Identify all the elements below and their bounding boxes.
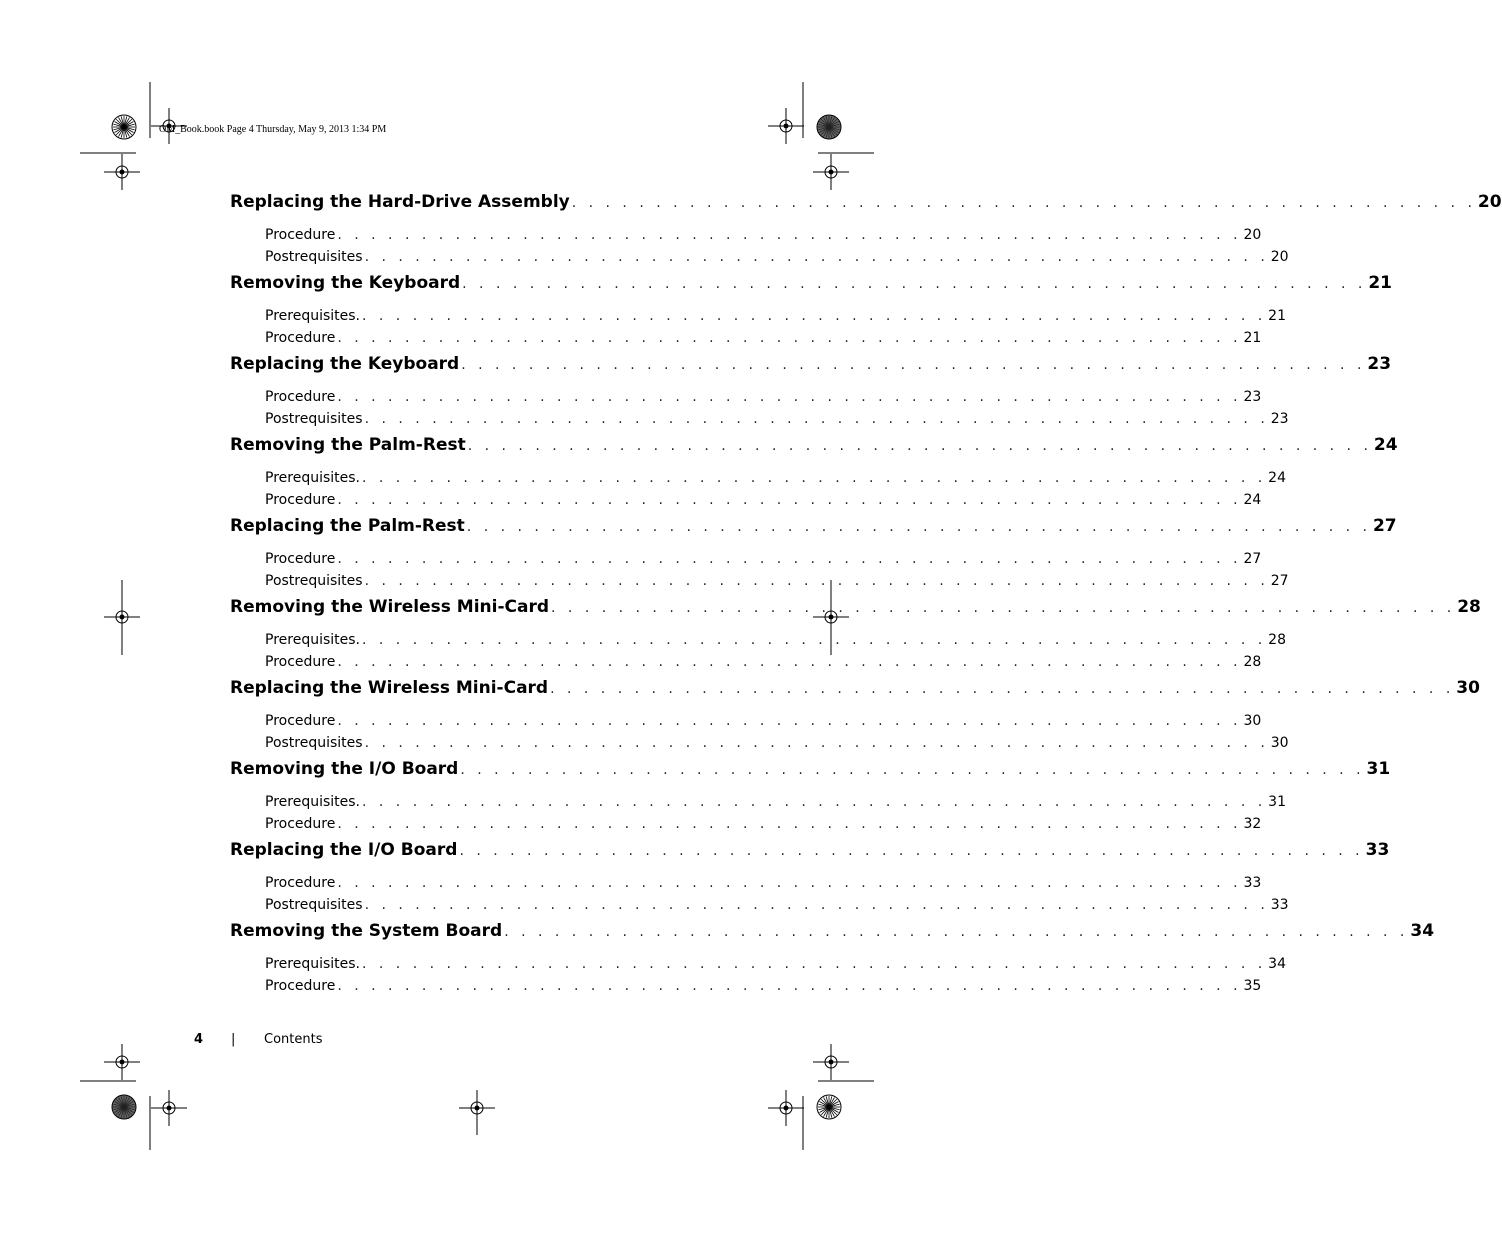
toc-entry[interactable] (230, 759, 1391, 779)
toc-subentry[interactable] (230, 227, 1262, 243)
toc-subentry-title: Prerequisites. (265, 632, 360, 648)
toc-entry[interactable] (230, 678, 1480, 698)
footer-section-title: Contents (264, 1032, 323, 1047)
toc-subentry-page: 24 (1268, 470, 1286, 486)
toc-subentry-title: Procedure (265, 978, 336, 994)
toc-entry-page: 27 (1372, 516, 1397, 536)
toc-subentry[interactable] (230, 551, 1262, 567)
toc-subentry[interactable] (230, 308, 1286, 324)
toc-leader-dots: . . . . . . . . . . . . . . . . . . . . . . . . . . . . . . . . . . . . . . . . . . . . . . . . . . . . . . (364, 573, 1269, 589)
toc-entry[interactable] (230, 354, 1392, 374)
toc-entry-page: 33 (1365, 840, 1390, 860)
toc-leader-dots: . . . . . . . . . . . . . . . . . . . . . . . . . . . . . . . . . . . . . . . . . . . . . . . . . . . . . . (337, 551, 1242, 567)
toc-entry-title: Removing the System Board (230, 921, 503, 941)
toc-subentry-title: Procedure (265, 492, 336, 508)
toc-subentry-title: Procedure (265, 713, 336, 729)
toc-leader-dots: . . . . . . . . . . . . . . . . . . . . . . . . . . . . . . . . . . . . . . . . . . . . . . . . . . . . . . (466, 519, 1371, 535)
toc-entry[interactable] (230, 840, 1390, 860)
toc-subentry[interactable] (230, 897, 1289, 913)
toc-subentry-title: Procedure (265, 330, 336, 346)
toc-subentry-page: 28 (1268, 632, 1286, 648)
toc-entry-title: Replacing the I/O Board (230, 840, 458, 860)
toc-leader-dots: . . . . . . . . . . . . . . . . . . . . . . . . . . . . . . . . . . . . . . . . . . . . . . . . . . . . . . (337, 875, 1242, 891)
toc-subentry-page: 20 (1243, 227, 1262, 243)
toc-leader-dots: . . . . . . . . . . . . . . . . . . . . . . . . . . . . . . . . . . . . . . . . . . . . . . . . . . . . . . (364, 411, 1269, 427)
toc-entry[interactable] (230, 516, 1397, 536)
toc-entry-page: 20 (1477, 192, 1502, 212)
toc-subentry[interactable] (230, 735, 1289, 751)
toc-subentry-page: 31 (1268, 794, 1286, 810)
page-number: 4 (194, 1032, 204, 1047)
toc-subentry[interactable] (230, 713, 1262, 729)
toc-subentry[interactable] (230, 816, 1262, 832)
toc-leader-dots: . . . . . . . . . . . . . . . . . . . . . . . . . . . . . . . . . . . . . . . . . . . . . . . . . . . . . . (337, 389, 1242, 405)
toc-entry[interactable] (230, 435, 1398, 455)
toc-subentry-title: Postrequisites (265, 897, 363, 913)
toc-entry[interactable] (230, 273, 1392, 293)
toc-entry-page: 28 (1457, 597, 1481, 617)
print-slug: OM_Book.book Page 4 Thursday, May 9, 2013 1:34 PM (159, 124, 387, 135)
toc-leader-dots: . . . . . . . . . . . . . . . . . . . . . . . . . . . . . . . . . . . . . . . . . . . . . . . . . . . . . . (550, 681, 1455, 697)
toc-leader-dots: . . . . . . . . . . . . . . . . . . . . . . . . . . . . . . . . . . . . . . . . . . . . . . . . . . . . . . (459, 843, 1364, 859)
toc-leader-dots: . . . . . . . . . . . . . . . . . . . . . . . . . . . . . . . . . . . . . . . . . . . . . . . . . . . . . . (337, 978, 1242, 994)
toc-leader-dots: . . . . . . . . . . . . . . . . . . . . . . . . . . . . . . . . . . . . . . . . . . . . . . . . . . . . . . (462, 276, 1367, 292)
toc-subentry[interactable] (230, 389, 1262, 405)
footer-separator: | (231, 1032, 236, 1047)
toc-subentry[interactable] (230, 654, 1262, 670)
toc-subentry[interactable] (230, 470, 1286, 486)
toc-subentry[interactable] (230, 573, 1289, 589)
toc-entry[interactable] (230, 921, 1435, 941)
toc-subentry-page: 23 (1270, 411, 1289, 427)
toc-leader-dots: . . . . . . . . . . . . . . . . . . . . . . . . . . . . . . . . . . . . . . . . . . . . . . . . . . . . . . (362, 470, 1267, 486)
toc-leader-dots: . . . . . . . . . . . . . . . . . . . . . . . . . . . . . . . . . . . . . . . . . . . . . . . . . . . . . . (364, 249, 1269, 265)
toc-subentry-page: 28 (1243, 654, 1262, 670)
toc-entry-page: 31 (1366, 759, 1391, 779)
toc-leader-dots: . . . . . . . . . . . . . . . . . . . . . . . . . . . . . . . . . . . . . . . . . . . . . . . . . . . . . . (362, 794, 1267, 810)
toc-entry-page: 21 (1368, 273, 1392, 293)
toc-entry-title: Removing the Palm-Rest (230, 435, 466, 455)
toc-subentry-title: Procedure (265, 654, 336, 670)
toc-leader-dots: . . . . . . . . . . . . . . . . . . . . . . . . . . . . . . . . . . . . . . . . . . . . . . . . . . . . . . (337, 816, 1242, 832)
toc-subentry-page: 30 (1270, 735, 1289, 751)
toc-entry-page: 34 (1410, 921, 1435, 941)
toc-subentry-title: Postrequisites (265, 735, 363, 751)
toc-leader-dots: . . . . . . . . . . . . . . . . . . . . . . . . . . . . . . . . . . . . . . . . . . . . . . . . . . . . . . (551, 600, 1456, 616)
toc-subentry[interactable] (230, 978, 1262, 994)
toc-leader-dots: . . . . . . . . . . . . . . . . . . . . . . . . . . . . . . . . . . . . . . . . . . . . . . . . . . . . . . (571, 195, 1476, 211)
toc-leader-dots: . . . . . . . . . . . . . . . . . . . . . . . . . . . . . . . . . . . . . . . . . . . . . . . . . . . . . . (337, 654, 1242, 670)
toc-subentry[interactable] (230, 632, 1286, 648)
toc-leader-dots: . . . . . . . . . . . . . . . . . . . . . . . . . . . . . . . . . . . . . . . . . . . . . . . . . . . . . . (362, 632, 1267, 648)
toc-subentry-title: Procedure (265, 816, 336, 832)
toc-subentry-title: Prerequisites. (265, 308, 360, 324)
toc-entry-title: Replacing the Palm-Rest (230, 516, 465, 536)
toc-leader-dots: . . . . . . . . . . . . . . . . . . . . . . . . . . . . . . . . . . . . . . . . . . . . . . . . . . . . . . (461, 357, 1366, 373)
toc-subentry-page: 23 (1243, 389, 1262, 405)
toc-subentry-title: Postrequisites (265, 573, 363, 589)
toc-subentry-title: Procedure (265, 875, 336, 891)
toc-entry-page: 23 (1367, 354, 1392, 374)
toc-subentry-title: Procedure (265, 227, 336, 243)
toc-subentry-title: Postrequisites (265, 249, 363, 265)
toc-entry[interactable] (230, 597, 1481, 617)
toc-subentry-page: 33 (1270, 897, 1289, 913)
toc-subentry-page: 32 (1243, 816, 1262, 832)
toc-subentry[interactable] (230, 492, 1262, 508)
toc-subentry-page: 30 (1243, 713, 1262, 729)
toc-leader-dots: . . . . . . . . . . . . . . . . . . . . . . . . . . . . . . . . . . . . . . . . . . . . . . . . . . . . . . (362, 956, 1267, 972)
toc-subentry-page: 27 (1270, 573, 1289, 589)
toc-leader-dots: . . . . . . . . . . . . . . . . . . . . . . . . . . . . . . . . . . . . . . . . . . . . . . . . . . . . . . (504, 924, 1409, 940)
toc-subentry-title: Procedure (265, 551, 336, 567)
toc-leader-dots: . . . . . . . . . . . . . . . . . . . . . . . . . . . . . . . . . . . . . . . . . . . . . . . . . . . . . . (364, 897, 1269, 913)
toc-subentry-page: 21 (1268, 308, 1286, 324)
toc-subentry[interactable] (230, 330, 1262, 346)
toc-subentry[interactable] (230, 249, 1289, 265)
toc-subentry-title: Prerequisites. (265, 956, 360, 972)
toc-leader-dots: . . . . . . . . . . . . . . . . . . . . . . . . . . . . . . . . . . . . . . . . . . . . . . . . . . . . . . (460, 762, 1365, 778)
toc-entry-title: Replacing the Keyboard (230, 354, 460, 374)
toc-subentry-title: Prerequisites. (265, 470, 360, 486)
toc-entry-title: Replacing the Wireless Mini-Card (230, 678, 549, 698)
toc-entry-page: 30 (1456, 678, 1480, 698)
toc-subentry-page: 33 (1243, 875, 1262, 891)
toc-leader-dots: . . . . . . . . . . . . . . . . . . . . . . . . . . . . . . . . . . . . . . . . . . . . . . . . . . . . . . (337, 330, 1242, 346)
toc-subentry[interactable] (230, 411, 1289, 427)
toc-leader-dots: . . . . . . . . . . . . . . . . . . . . . . . . . . . . . . . . . . . . . . . . . . . . . . . . . . . . . . (337, 492, 1242, 508)
toc-subentry[interactable] (230, 875, 1262, 891)
toc-subentry-title: Procedure (265, 389, 336, 405)
toc-entry-title: Removing the I/O Board (230, 759, 459, 779)
toc-subentry-page: 20 (1270, 249, 1289, 265)
toc-subentry-title: Prerequisites. (265, 794, 360, 810)
toc-subentry-page: 34 (1268, 956, 1286, 972)
toc-entry-title: Replacing the Hard-Drive Assembly (230, 192, 570, 212)
toc-leader-dots: . . . . . . . . . . . . . . . . . . . . . . . . . . . . . . . . . . . . . . . . . . . . . . . . . . . . . . (364, 735, 1269, 751)
toc-subentry[interactable] (230, 794, 1286, 810)
toc-leader-dots: . . . . . . . . . . . . . . . . . . . . . . . . . . . . . . . . . . . . . . . . . . . . . . . . . . . . . . (337, 713, 1242, 729)
toc-leader-dots: . . . . . . . . . . . . . . . . . . . . . . . . . . . . . . . . . . . . . . . . . . . . . . . . . . . . . . (337, 227, 1242, 243)
toc-subentry-page: 35 (1243, 978, 1262, 994)
toc-subentry-page: 27 (1243, 551, 1262, 567)
toc-entry-title: Removing the Keyboard (230, 273, 461, 293)
toc-subentry[interactable] (230, 956, 1286, 972)
toc-leader-dots: . . . . . . . . . . . . . . . . . . . . . . . . . . . . . . . . . . . . . . . . . . . . . . . . . . . . . . (467, 438, 1372, 454)
toc-subentry-page: 24 (1243, 492, 1262, 508)
toc-entry-page: 24 (1373, 435, 1398, 455)
toc-leader-dots: . . . . . . . . . . . . . . . . . . . . . . . . . . . . . . . . . . . . . . . . . . . . . . . . . . . . . . (362, 308, 1267, 324)
toc-subentry-title: Postrequisites (265, 411, 363, 427)
toc-entry-title: Removing the Wireless Mini-Card (230, 597, 550, 617)
toc-entry[interactable] (230, 192, 1502, 212)
toc-subentry-page: 21 (1243, 330, 1262, 346)
